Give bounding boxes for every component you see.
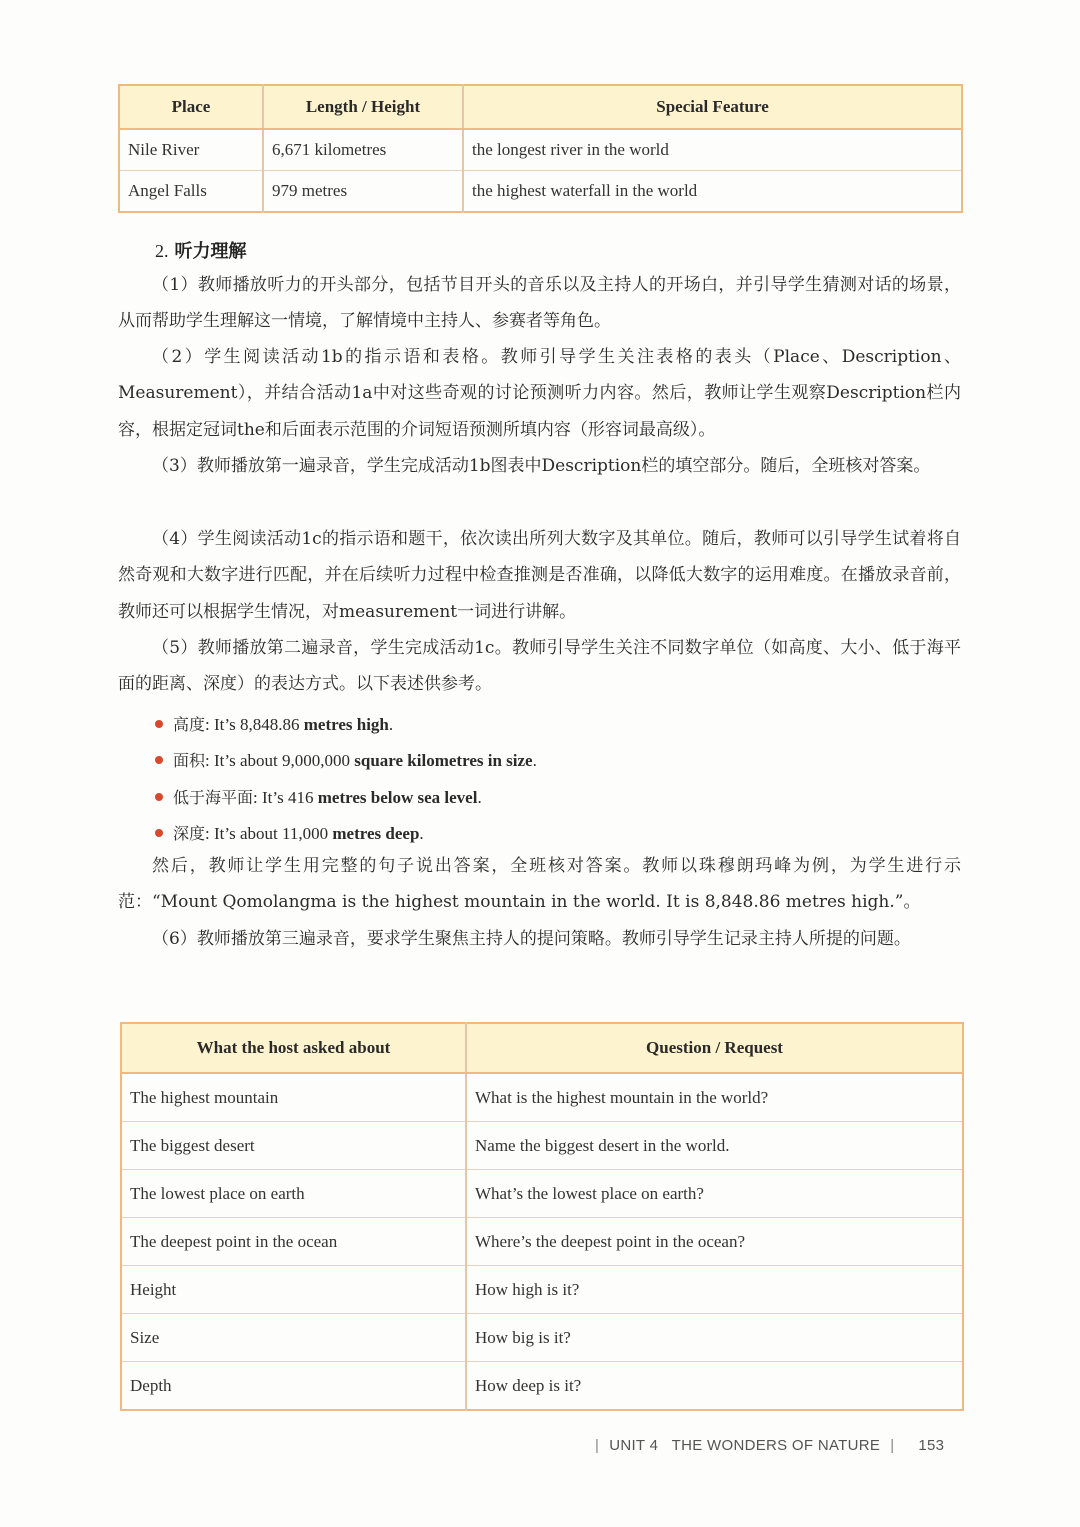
bullet-end: . bbox=[532, 751, 537, 770]
table-cell: the highest waterfall in the world bbox=[463, 171, 962, 213]
table-cell: 979 metres bbox=[263, 171, 463, 213]
page-number: 153 bbox=[918, 1437, 945, 1454]
paragraph-step-2: （2）学生阅读活动1b的指示语和表格。教师引导学生关注表格的表头（Place、Description、Measurement），并结合活动1a中对这些奇观的讨论预测听力内容。然后，教师让学生观察Description栏内容，根据定冠词the和后面表示范围的介词短语预测所填内容（形容词最高级）。 bbox=[118, 347, 961, 440]
table-cell: The highest mountain bbox=[121, 1073, 466, 1122]
bullet-dot-icon bbox=[155, 793, 163, 801]
table-cell: Depth bbox=[121, 1362, 466, 1411]
table-row bbox=[121, 1073, 963, 1122]
bullet-item: 面积: It’s about 9,000,000 square kilometres in size. bbox=[155, 748, 537, 771]
table-cell: Angel Falls bbox=[119, 171, 263, 213]
bullet-text: It’s about 9,000,000 bbox=[214, 751, 355, 770]
footer-divider: | bbox=[595, 1437, 600, 1454]
bullet-end: . bbox=[477, 788, 482, 807]
table-cell: How high is it? bbox=[466, 1266, 963, 1314]
table-row bbox=[121, 1314, 963, 1362]
bullet-dot-icon bbox=[155, 756, 163, 764]
paragraph-demo: 然后，教师让学生用完整的句子说出答案，全班核对答案。教师以珠穆朗玛峰为例，为学生进行示范：“Mount Qomolangma is the highest mountain in the world. It is 8,848.86 metres high.”。 bbox=[118, 856, 961, 913]
places-table bbox=[118, 84, 963, 213]
bullet-label: 深度 bbox=[173, 824, 206, 843]
table-row bbox=[121, 1170, 963, 1218]
column-header: What the host asked about bbox=[121, 1023, 466, 1073]
table-row bbox=[119, 171, 962, 213]
table-cell: Size bbox=[121, 1314, 466, 1362]
column-header: Place bbox=[119, 85, 263, 129]
bullet-item: 高度: It’s 8,848.86 metres high. bbox=[155, 712, 393, 735]
paragraph-step-1: （1）教师播放听力的开头部分，包括节目开头的音乐以及主持人的开场白，并引导学生猜测对话的场景，从而帮助学生理解这一情境，了解情境中主持人、参赛者等角色。 bbox=[118, 275, 961, 332]
table-cell: Nile River bbox=[119, 129, 263, 171]
table-cell: How deep is it? bbox=[466, 1362, 963, 1411]
table-row bbox=[119, 129, 962, 171]
table-cell: The deepest point in the ocean bbox=[121, 1218, 466, 1266]
bullet-label: 低于海平面 bbox=[173, 788, 254, 807]
bullet-bold: metres deep bbox=[332, 824, 420, 843]
bullet-dot-icon bbox=[155, 829, 163, 837]
paragraph-step-5: （5）教师播放第二遍录音，学生完成活动1c。教师引导学生关注不同数字单位（如高度、大小、低于海平面的距离、深度）的表达方式。以下表述供参考。 bbox=[118, 638, 961, 695]
table-row bbox=[121, 1122, 963, 1170]
host-questions-table bbox=[120, 1022, 964, 1411]
bullet-label: 面积 bbox=[173, 751, 206, 770]
bullet-text: It’s 8,848.86 bbox=[214, 715, 304, 734]
table-cell: The lowest place on earth bbox=[121, 1170, 466, 1218]
footer-divider: | bbox=[890, 1437, 895, 1454]
section-number: 2. bbox=[155, 241, 169, 261]
table-cell: How big is it? bbox=[466, 1314, 963, 1362]
table-row bbox=[121, 1218, 963, 1266]
bullet-bold: metres high bbox=[303, 715, 389, 734]
paragraph-step-6: （6）教师播放第三遍录音，要求学生聚焦主持人的提问策略。教师引导学生记录主持人所提的问题。 bbox=[152, 929, 911, 949]
column-header: Special Feature bbox=[463, 85, 962, 129]
bullet-label: 高度 bbox=[173, 715, 206, 734]
table-row bbox=[121, 1362, 963, 1411]
table-cell: the longest river in the world bbox=[472, 140, 669, 159]
bullet-dot-icon bbox=[155, 720, 163, 728]
table-cell: What’s the lowest place on earth? bbox=[466, 1170, 963, 1218]
footer-title: THE WONDERS OF NATURE bbox=[671, 1437, 881, 1454]
table-cell: 6,671 kilometres bbox=[263, 129, 463, 171]
bullet-end: . bbox=[388, 715, 394, 734]
table-cell: What is the highest mountain in the world? bbox=[475, 1087, 769, 1107]
footer-unit: UNIT 4 bbox=[609, 1437, 659, 1454]
table-cell: Name the biggest desert in the world. bbox=[466, 1122, 963, 1170]
page-footer bbox=[585, 1437, 944, 1454]
table-cell: The biggest desert bbox=[121, 1122, 466, 1170]
bullet-end: . bbox=[419, 824, 424, 843]
table-row bbox=[121, 1266, 963, 1314]
column-header: Length / Height bbox=[263, 85, 463, 129]
section-heading bbox=[155, 237, 247, 263]
table-cell: Height bbox=[121, 1266, 466, 1314]
column-header: Question / Request bbox=[466, 1023, 963, 1073]
bullet-item: 低于海平面: It’s 416 metres below sea level. bbox=[155, 785, 482, 808]
table-header-row bbox=[121, 1023, 963, 1073]
table-cell: Where’s the deepest point in the ocean? bbox=[466, 1218, 963, 1266]
bullet-text: It’s 416 bbox=[262, 788, 318, 807]
bullet-bold: metres below sea level bbox=[317, 788, 478, 807]
section-title: 听力理解 bbox=[174, 241, 247, 262]
bullet-item: 深度: It’s about 11,000 metres deep. bbox=[155, 821, 424, 844]
table-header-row bbox=[119, 85, 962, 129]
paragraph-step-4: （4）学生阅读活动1c的指示语和题干，依次读出所列大数字及其单位。随后，教师可以引导学生试着将自然奇观和大数字进行匹配，并在后续听力过程中检查推测是否准确，以降低大数字的运用难度。在播放录音前，教师还可以根据学生情况，对measurement一词进行讲解。 bbox=[118, 529, 961, 622]
bullet-text: It’s about 11,000 bbox=[214, 824, 333, 843]
paragraph-step-3: （3）教师播放第一遍录音，学生完成活动1b图表中Description栏的填空部分。随后，全班核对答案。 bbox=[152, 456, 931, 476]
bullet-bold: square kilometres in size bbox=[354, 751, 533, 770]
